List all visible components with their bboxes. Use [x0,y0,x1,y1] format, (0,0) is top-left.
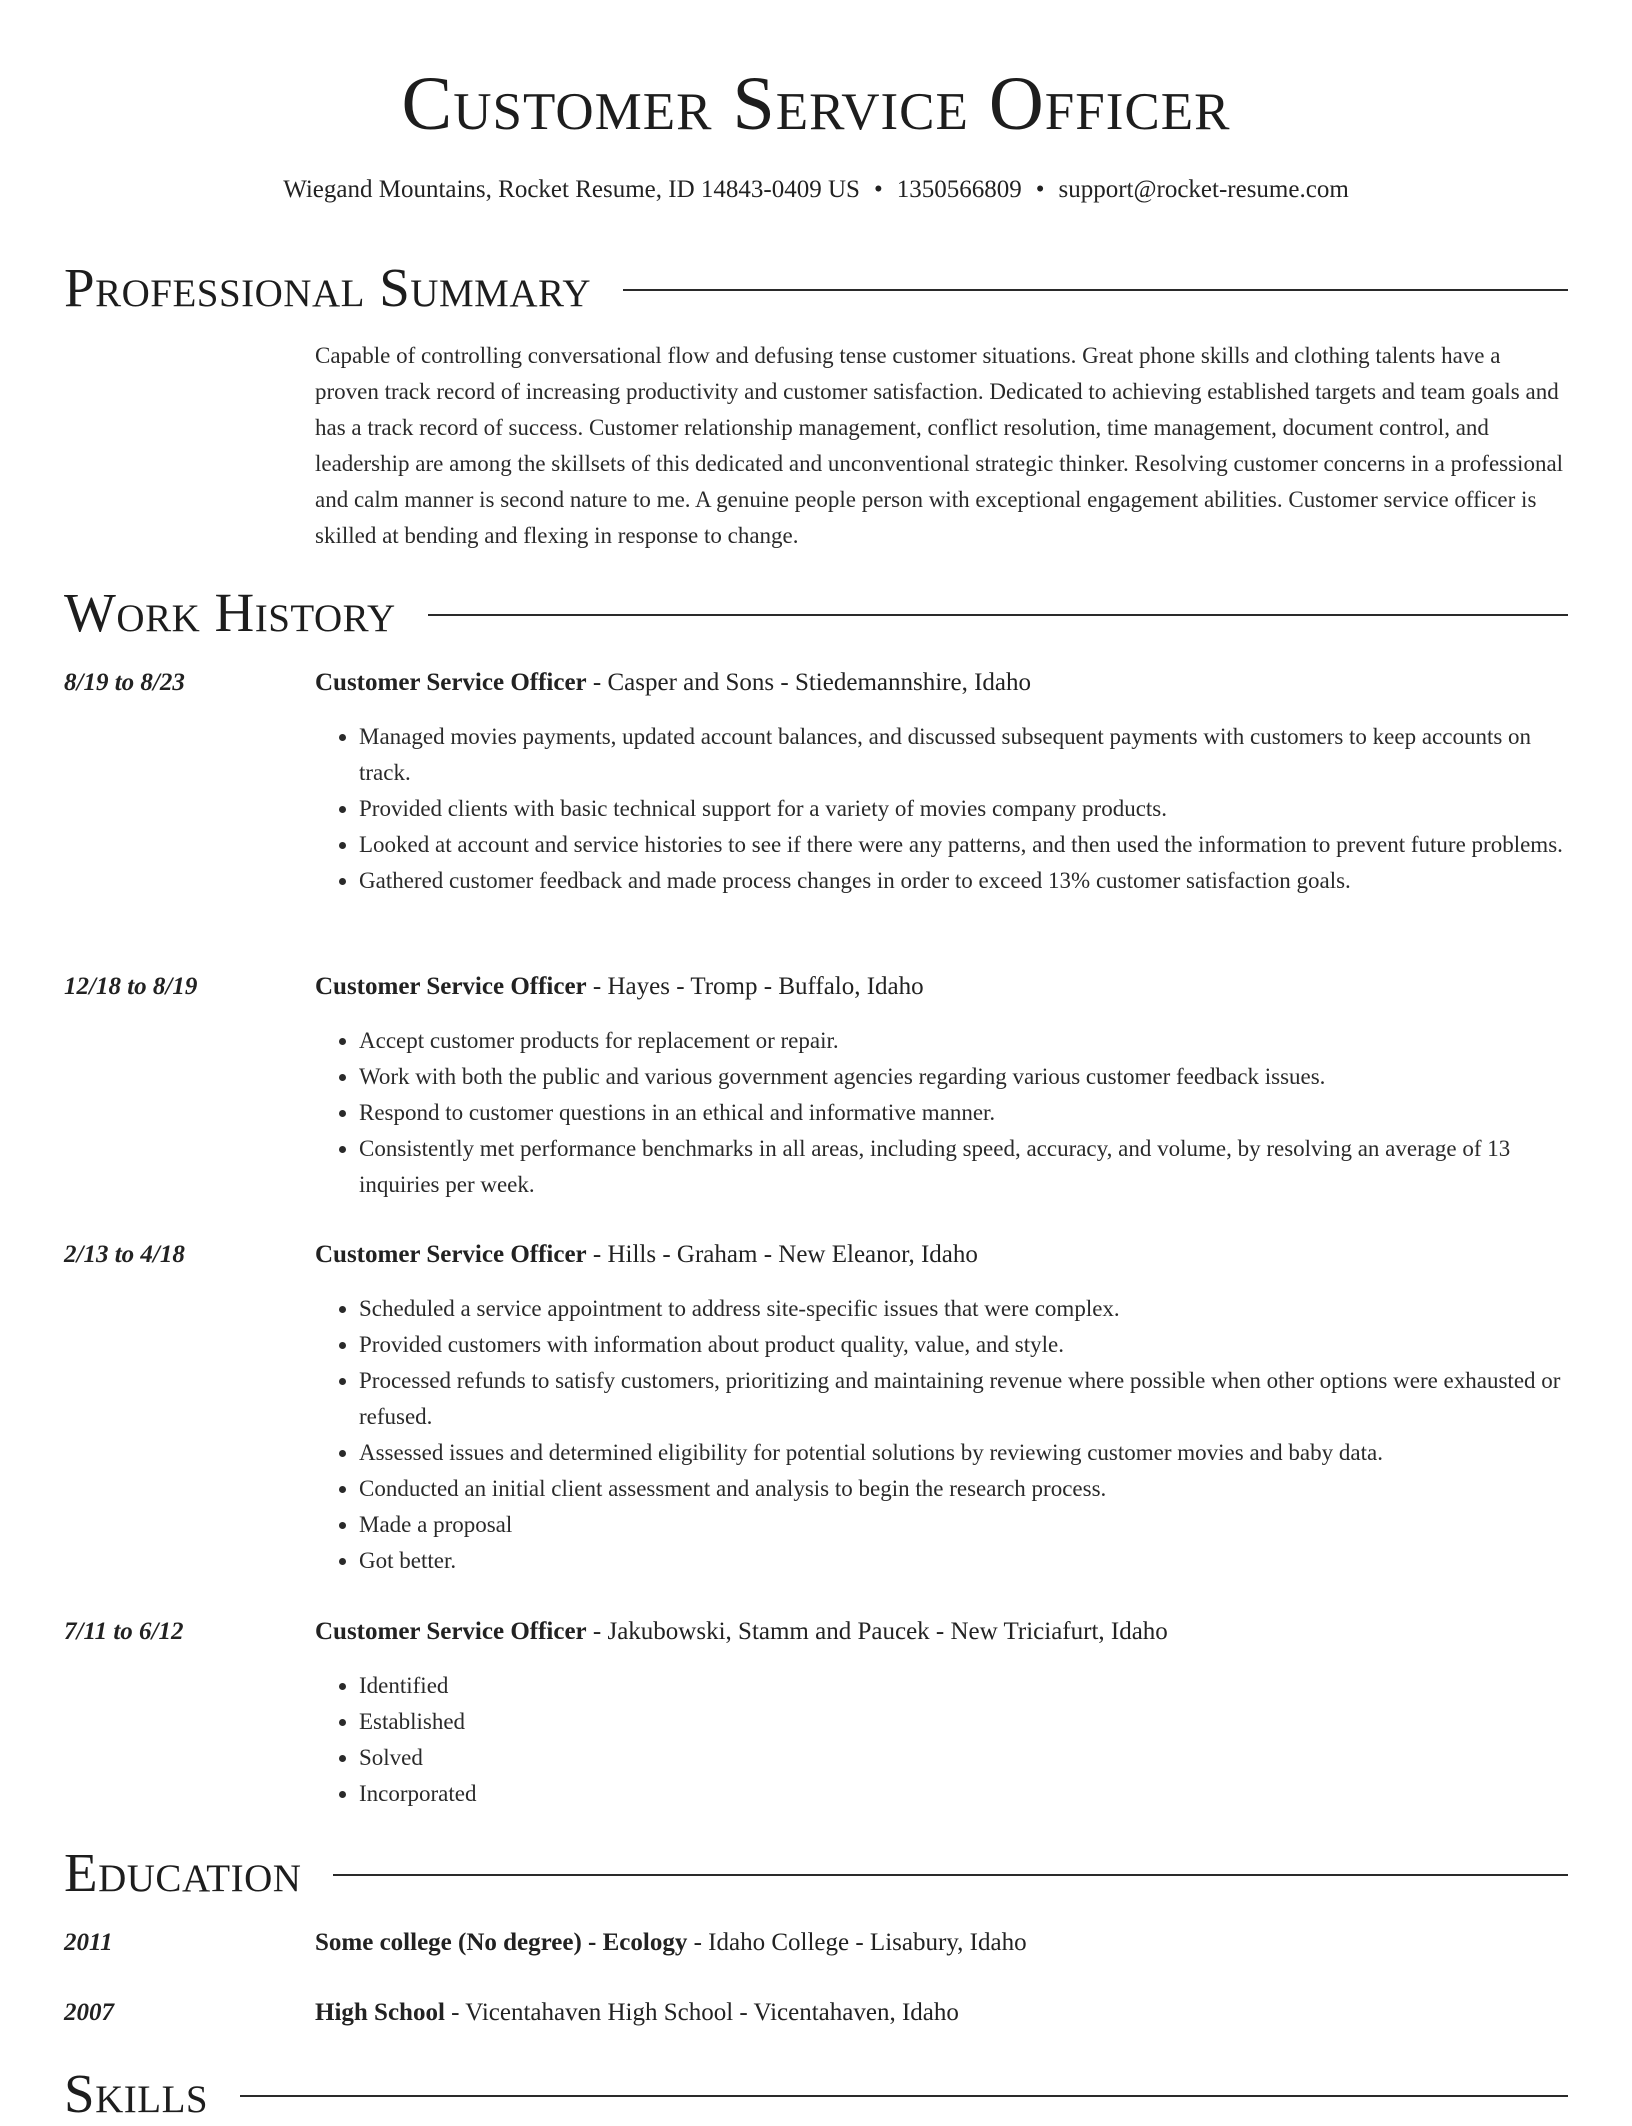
job-title: Customer Service Officer [315,669,587,696]
summary-text: Capable of controlling conversational flow and defusing tense customer situations. Great phone skills and clothing talents have a proven track record of increasing productivity and customer satisfaction. Dedicated to achieving established targets and team goals and has a track record of success. Customer relationship management, conflict resolution, time management, document control, and leadership are among the skillsets of this dedicated and unconventional strategic thinker. Resolving customer concerns in a professional and calm manner is second nature to me. A genuine people person with exceptional engagement abilities. Customer service officer is skilled at bending and flexing in response to change. [315,343,1564,548]
section-divider [428,614,1568,616]
job-title-line [315,969,1568,1005]
list-item: • Gathered customer feedback and made process changes in order to exceed 13% customer satisfaction goals. [359,863,1568,899]
list-item: • Accept customer products for replacement or repair. [359,1023,1568,1059]
job-employer-location: - Hayes - Tromp - Buffalo, Idaho [586,973,924,1000]
education-title-line [315,1995,1568,2031]
job-bullets [315,1668,1568,1812]
list-item: • Managed movies payments, updated account balances, and discussed subsequent payments with customers to keep accounts on track. [359,719,1568,791]
job-bullets [315,1023,1568,1203]
job-dates: 7/11 to 6/12 [64,1618,184,1645]
list-item: • Looked at account and service histories to see if there were any patterns, and then used the information to prevent future problems. [359,827,1568,863]
job-title-line [315,1237,1568,1273]
section-header-professional-summary [64,256,1568,320]
list-item: • Processed refunds to satisfy customers, prioritizing and maintaining revenue where possible when other options were exhausted or refused. [359,1363,1568,1435]
list-item: • Provided customers with information about product quality, value, and style. [359,1327,1568,1363]
education-title-line [315,1925,1568,1961]
list-item: • Incorporated [359,1776,1568,1812]
section-divider [623,289,1568,291]
education-year: 2007 [64,1999,114,2026]
job-title: Customer Service Officer [315,1618,587,1645]
section-divider [333,1874,1568,1876]
education-year: 2011 [64,1929,113,1956]
contact-email: support@rocket-resume.com [1058,176,1349,203]
list-item: • Established [359,1704,1568,1740]
education-school-location: - Idaho College - Lisabury, Idaho [687,1929,1027,1956]
list-item: • Assessed issues and determined eligibility for potential solutions by reviewing customer movies and baby data. [359,1435,1568,1471]
section-title: Work History [64,582,396,643]
section-title: Skills [64,2063,209,2124]
education-entry [64,1925,1568,1961]
section-header-work-history [64,581,1568,645]
resume-name: Customer Service Officer [401,62,1231,146]
list-item: • Work with both the public and various government agencies regarding various customer feedback issues. [359,1059,1568,1095]
job-employer-location: - Jakubowski, Stamm and Paucek - New Triciafurt, Idaho [586,1618,1168,1645]
section-header-skills [64,2062,1568,2126]
education-degree: Some college (No degree) - Ecology [315,1929,688,1956]
job-bullets [315,1291,1568,1579]
education-school-location: - Vicentahaven High School - Vicentahaven, Idaho [444,1999,959,2026]
list-item: • Respond to customer questions in an ethical and informative manner. [359,1095,1568,1131]
contact-separator: • [873,176,883,203]
section-divider [240,2095,1568,2097]
job-employer-location: - Hills - Graham - New Eleanor, Idaho [586,1241,978,1268]
list-item: • Identified [359,1668,1568,1704]
education-entry [64,1995,1568,2031]
list-item: • Consistently met performance benchmarks in all areas, including speed, accuracy, and volume, by resolving an average of 13 inquiries per week. [359,1131,1568,1203]
contact-address: Wiegand Mountains, Rocket Resume, ID 14843-0409 US [283,176,860,203]
list-item: • Got better. [359,1543,1568,1579]
list-item: • Scheduled a service appointment to address site-specific issues that were complex. [359,1291,1568,1327]
job-title-line [315,665,1568,701]
contact-line [0,172,1632,208]
list-item: • Provided clients with basic technical support for a variety of movies company products. [359,791,1568,827]
job-entry [64,665,1568,899]
list-item: • Solved [359,1740,1568,1776]
job-employer-location: - Casper and Sons - Stiedemannshire, Idaho [586,669,1032,696]
section-header-education [64,1841,1568,1905]
list-item: • Made a proposal [359,1507,1568,1543]
job-title: Customer Service Officer [315,973,587,1000]
job-dates: 12/18 to 8/19 [64,973,198,1000]
contact-separator: • [1035,176,1045,203]
education-degree: High School [315,1999,445,2026]
job-title-line [315,1614,1568,1650]
job-dates: 2/13 to 4/18 [64,1241,185,1268]
job-entry [64,1237,1568,1579]
section-title: Education [64,1842,302,1903]
job-dates: 8/19 to 8/23 [64,669,185,696]
job-entry [64,969,1568,1203]
section-title: Professional Summary [64,257,592,318]
contact-phone: 1350566809 [896,176,1022,203]
job-bullets [315,719,1568,899]
list-item: • Conducted an initial client assessment and analysis to begin the research process. [359,1471,1568,1507]
job-entry [64,1614,1568,1812]
job-title: Customer Service Officer [315,1241,587,1268]
